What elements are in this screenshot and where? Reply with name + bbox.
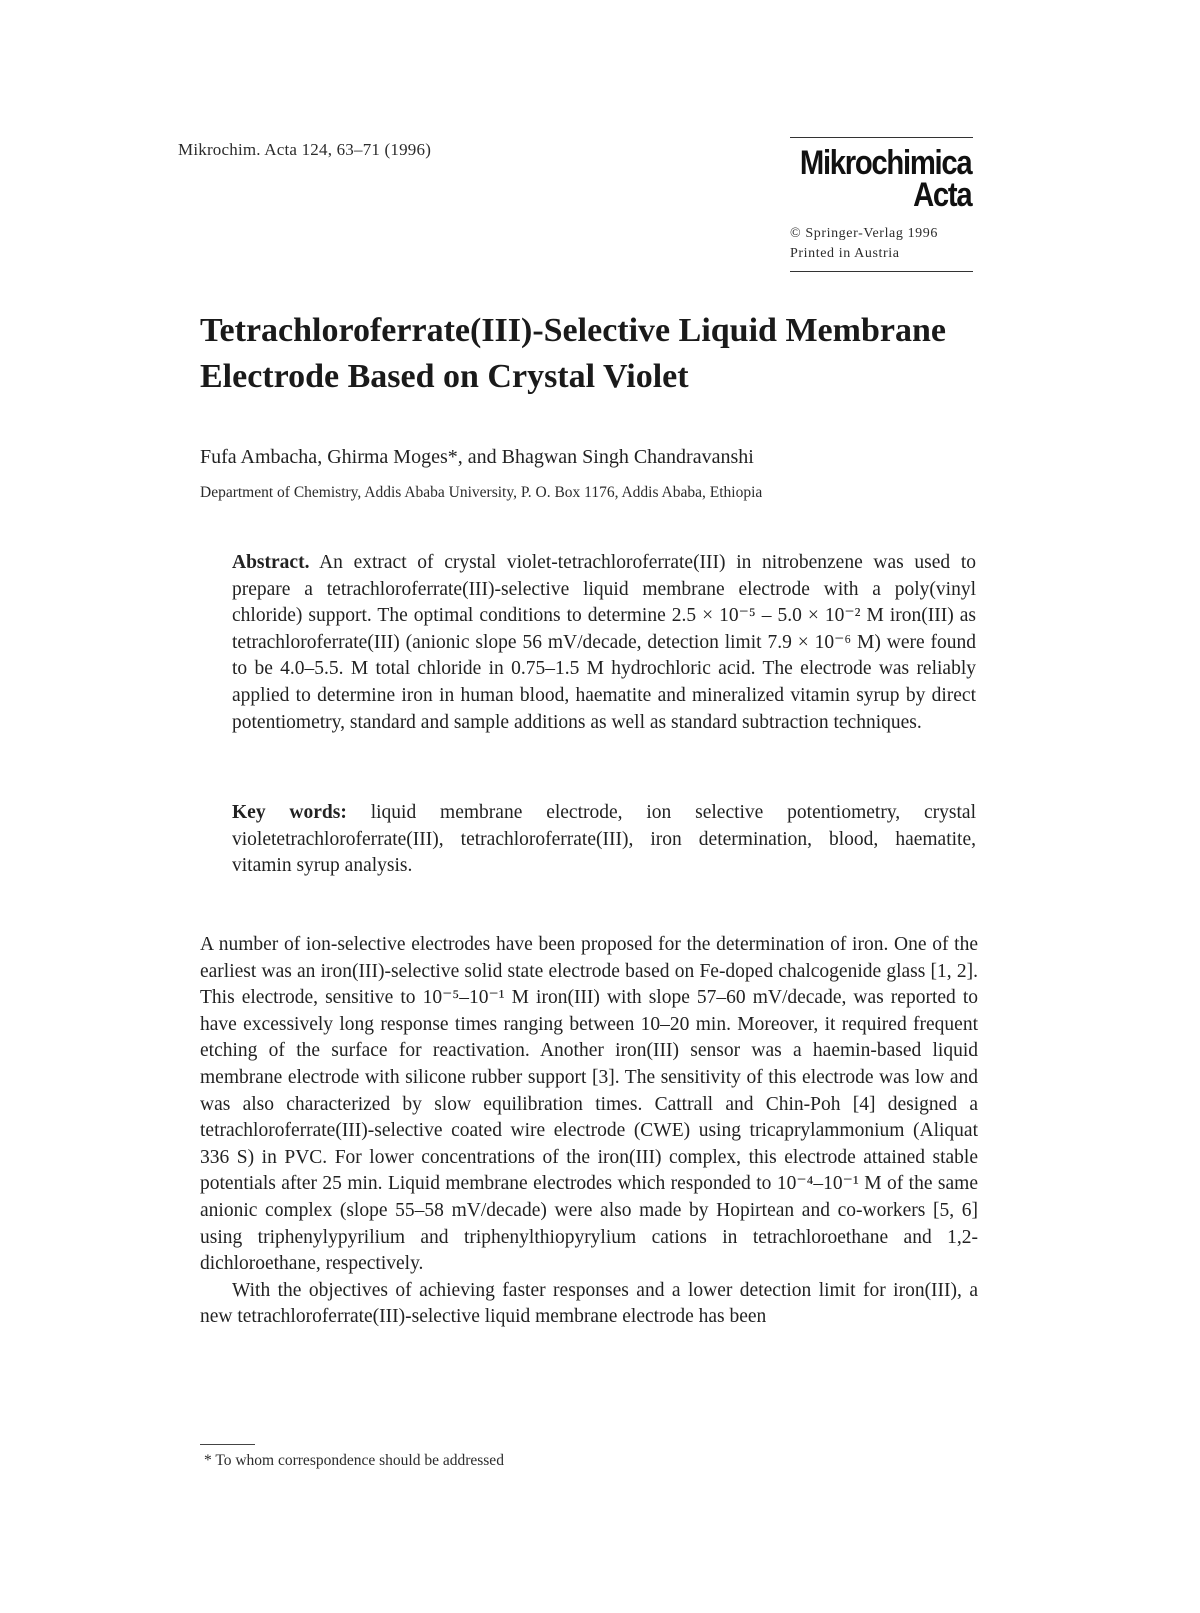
abstract-text: An extract of crystal violet-tetrachloroferrate(III) in nitrobenzene was used to prepare a tetrachloroferrate(III)-selective liquid membrane electrode with a poly(vinyl chloride) support. The optimal conditions to determine 2.5 × 10⁻⁵ – 5.0 × 10⁻² M iron(III) as tetrachloroferrate(III) (anionic slope 56 mV/decade, detection limit 7.9 × 10⁻⁶ M) were found to be 4.0–5.5. M total chloride in 0.75–1.5 M hydrochloric acid. The electrode was reliably applied to determine iron in human blood, haematite and mineralized vitamin syrup by direct potentiometry, standard and sample additions as well as standard subtraction techniques. [232,552,976,733]
paper-title: Tetrachloroferrate(III)-Selective Liquid Membrane Electrode Based on Crystal Violet [200,312,946,395]
masthead-bottom-rule [790,271,973,272]
masthead-top-rule [790,137,973,138]
body-paragraph-2: With the objectives of achieving faster responses and a lower detection limit for iron(III), a new tetrachloroferrate(III)-selective liquid membrane electrode has been [200,1279,978,1328]
author-list: Fufa Ambacha, Ghirma Moges*, and Bhagwan Singh Chandravanshi [200,446,754,468]
footnote: * To whom correspondence should be addressed [204,1452,504,1469]
journal-logo-line2: Acta [912,176,971,214]
abstract [232,550,976,736]
journal-masthead [790,137,973,275]
journal-logo [799,144,971,214]
keywords [232,800,976,880]
journal-citation: Mikrochim. Acta 124, 63–71 (1996) [178,140,432,159]
abstract-label: Abstract. [232,552,310,573]
publisher-notice [790,224,938,264]
body-paragraph-1: A number of ion-selective electrodes have been proposed for the determination of iron. One of the earliest was an iron(III)-selective solid state electrode based on Fe-doped chalcogenide glass [1, 2]. This electrode, sensitive to 10⁻⁵–10⁻¹ M iron(III) with slope 57–60 mV/decade, was reported to have excessively long response times ranging between 10–20 min. Moreover, it required frequent etching of the surface for reactivation. Another iron(III) sensor was a haemin-based liquid membrane electrode with silicone rubber support [3]. The sensitivity of this electrode was low and was also characterized by slow equilibration times. Cattrall and Chin-Poh [4] designed a tetrachloroferrate(III)-selective coated wire electrode (CWE) using tricaprylammonium (Aliquat 336 S) in PVC. For lower concentrations of the iron(III) complex, this electrode attained stable potentials after 25 min. Liquid membrane electrodes which responded to 10⁻⁴–10⁻¹ M of the same anionic complex (slope 55–58 mV/decade) were also made by Hopirtean and co-workers [5, 6] using triphenylypyrilium and triphenylthiopyrylium cations in tetrachloroethane and 1,2-dichloroethane, respectively. [200,934,978,1275]
keywords-text: liquid membrane electrode, ion selective potentiometry, crystal violetetrachloroferrate(III), tetrachloroferrate(III), iron determination, blood, haematite, vitamin syrup analysis. [232,802,977,877]
footnote-divider [200,1444,255,1445]
copyright-line: © Springer-Verlag 1996 [790,226,938,241]
author-affiliation: Department of Chemistry, Addis Ababa University, P. O. Box 1176, Addis Ababa, Ethiopia [200,484,763,501]
body-text [200,932,978,1331]
journal-logo-line1: Mikrochimica [799,144,971,182]
printed-line: Printed in Austria [790,246,900,261]
keywords-label: Key words: [232,802,347,823]
